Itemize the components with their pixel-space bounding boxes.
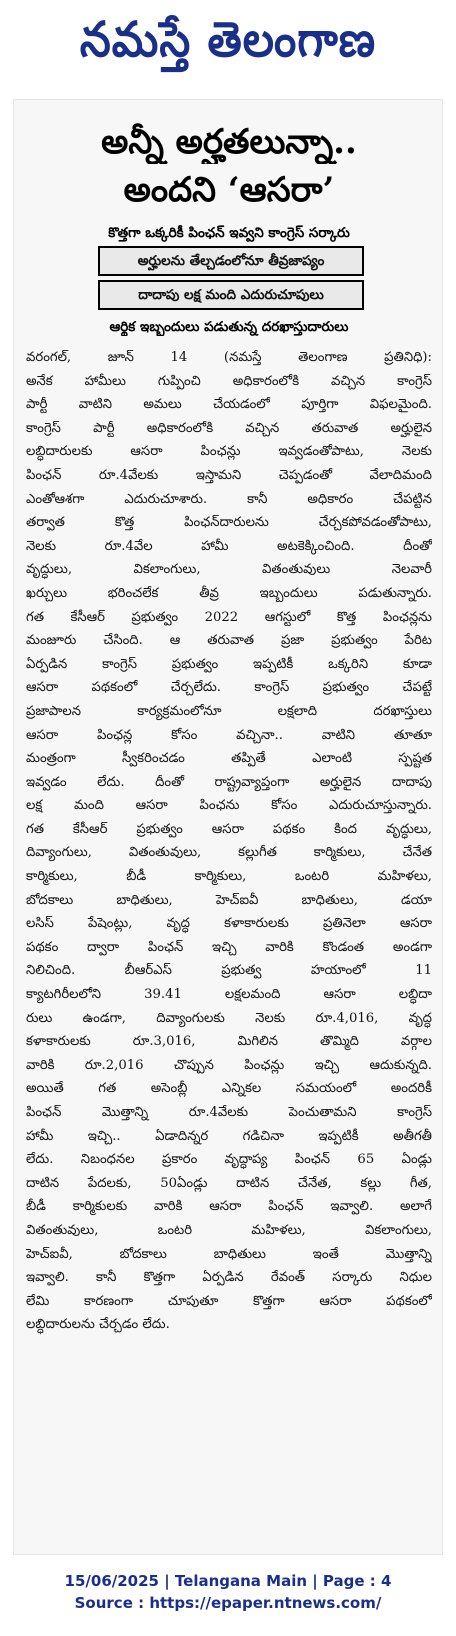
article-body-line: దాటిన పేదలకు, 50ఏండ్లు దాటిన చేనేత, కల్లు గీత,: [26, 1175, 432, 1191]
article-body-line: కార్మికులు, బీడీ కార్మికులు, ఒంటరి మహిళలు,: [26, 869, 432, 885]
article-body-line: క్యాటగిరీలలోని 39.41 లక్షలమంది ఆసరా లబ్ధిదా: [26, 987, 432, 1003]
news-article: [13, 99, 443, 1555]
article-body-line: లక్ష మంది ఆసరా పింఛను కోసం ఎదురుచూస్తున్నారు.: [26, 798, 432, 814]
article-body: [26, 346, 432, 1337]
article-body-line: కాంగ్రెస్ పార్టీ అధికారంలోకి వచ్చిన తరువాత అర్హులైన: [26, 420, 432, 436]
footer-date-line: 15/06/2025 | Telangana Main | Page : 4: [64, 1572, 392, 1590]
highlight-box-1: అర్హులను తేల్చడంలోనూ తీవ్రజాప్యం: [98, 246, 364, 276]
article-body-line: దివ్యాంగులు, వితంతువులు, కల్లుగీత కార్మికులు, చేనేత: [26, 845, 432, 861]
article-body-line: పింఛన్ మొత్తాన్ని రూ.4వేలకు పెంచుతామని కాంగ్రెస్: [26, 1105, 432, 1120]
article-body-line: రులు ఉండగా, దివ్యాంగులకు నెలకు రూ.4,016, వృద్ధ: [26, 1010, 432, 1026]
article-body-line: తర్వాత కొత్త పింఛన్‌దారులను చేర్చకపోవడంతోపాటు,: [26, 515, 432, 531]
article-body-line: వారికి రూ.2,016 చొప్పున పింఛన్లు ఇచ్చి ఆదుకున్నది.: [26, 1057, 432, 1073]
article-body-line: లేదు. నిబంధనల ప్రకారం వృద్ధాప్య పింఛన్ 65 ఏండ్లు: [26, 1152, 432, 1168]
newspaper-logo: నమస్తే తెలంగాణ: [79, 11, 377, 68]
article-body-line: పార్టీ వాటిని అమలు చేయడంలో పూర్తిగా విఫలమైంది.: [26, 397, 432, 413]
article-body-line: బీడీ కార్మికులకు వారికి ఆసరా పింఛన్ ఇవ్వాలి. అలాగే: [26, 1199, 432, 1215]
article-body-line: ఇవ్వాలి. కానీ కొత్తగా ఏర్పడిన రేవంత్ సర్కారు నిధుల: [26, 1270, 432, 1286]
article-body-line: ఖర్చులు భరించలేక తీవ్ర ఇబ్బందులు పడుతున్నారు.: [26, 585, 432, 601]
masthead: [0, 0, 456, 92]
article-body-line: ఆసరా పథకంలో చేర్చలేదు. కాంగ్రెస్ ప్రభుత్వం చేపట్టే: [26, 680, 432, 696]
article-body-line: బోదకాలు బాధితులు, హెచ్ఐవీ బాధితులు, డయా: [26, 892, 432, 908]
article-body-line: ఏర్పడిన కాంగ్రెస్ ప్రభుత్వం ఇప్పటికీ ఒక్కరిని కూడా: [26, 656, 432, 672]
article-body-line: లబ్ధిదారులకు ఆసరా పింఛన్లు ఇవ్వడంతోపాటు, నెలకు: [26, 444, 432, 460]
article-body-line: లసిస్ పేషెంట్లు, వృద్ధ కళాకారులకు ప్రతినెలా ఆసరా: [26, 916, 432, 932]
article-body-line: ఎంతోఆశగా ఎదురుచూశారు. కానీ అధికారం చేపట్టిన: [26, 491, 432, 507]
article-body-line: వితంతువులు, ఒంటరి మహిళలు, వికలాంగులు,: [26, 1222, 432, 1238]
headline-line-1: అన్నీ అర్హతలున్నా..: [101, 122, 357, 162]
article-body-line: కళాకారులకు రూ.3,016, మిగిలిన తొమ్మిది వర్గాల: [26, 1034, 432, 1050]
footer-source-line: Source : https://epaper.ntnews.com/: [74, 1594, 382, 1612]
article-body-line: లబ్ధిదారులను చేర్చడం లేదు.: [26, 1317, 170, 1333]
article-body-line: మంజూరు చేసింది. ఆ తరువాత ప్రజా ప్రభుత్వం పేరిట: [26, 633, 432, 649]
article-body-line: ప్రజాపాలన కార్యక్రమంలోనూ లక్షలాది దరఖాస్తులు: [26, 703, 432, 719]
article-body-line: హామీ ఇచ్చి.. ఏడాదిన్నర గడిచినా ఇప్పటికీ అతీగతీ: [26, 1128, 432, 1144]
article-body-line: వృద్ధులు, వికలాంగులు, వితంతువులు నెలవారీ: [26, 562, 432, 578]
article-body-line: వరంగల్, జూన్ 14 (నమస్తే తెలంగాణ ప్రతినిధి):: [26, 350, 432, 365]
article-body-line: ఆసరా పింఛన్ల కోసం వచ్చినా.. వాటిని తూతూ: [26, 727, 432, 743]
subheadline: కొత్తగా ఒక్కరికీ పింఛన్ ఇవ్వని కాంగ్రెస్ సర్కారు: [108, 225, 350, 241]
article-body-line: లేమి కారణంగా చూపుతూ కొత్తగా ఆసరా పథకంలో: [26, 1293, 432, 1309]
article-body-line: గత కేసీఆర్ ప్రభుత్వం ఆసరా పథకం కింద వృద్ధులు,: [26, 821, 432, 837]
article-body-line: పథకం ద్వారా పింఛన్ ఇచ్చి వారికి కొండంత అండగా: [26, 939, 432, 955]
highlight-box-2: దాదాపు లక్ష మంది ఎదురుచూపులు: [98, 280, 364, 310]
article-body-line: హెచ్ఐవీ, బోదకాలు బాధితులు ఇంతే మొత్తాన్ని: [26, 1246, 432, 1262]
article-body-line: పింఛన్ రూ.4వేలకు ఇస్తామని చెప్పడంతో వేలాదిమంది: [26, 467, 432, 483]
article-body-line: అనేక హామీలు గుప్పించి అధికారంలోకి వచ్చిన కాంగ్రెస్: [26, 373, 432, 389]
article-body-line: నిలిచింది. బీఆర్ఎస్ ప్రభుత్వ హయాంలో 11: [26, 963, 432, 979]
article-body-line: గత కేసీఆర్ ప్రభుత్వం 2022 ఆగస్టులో కొత్త పింఛన్లను: [26, 609, 432, 625]
section-subheadline: ఆర్థిక ఇబ్బందులు పడుతున్న దరఖాస్తుదారులు: [109, 319, 349, 335]
article-body-line: అయితే గత అసెంబ్లీ ఎన్నికల సమయంలో అందరికీ: [26, 1081, 432, 1097]
article-body-line: నెలకు రూ.4వేల హామీ అటకెక్కించింది. దీంతో: [26, 538, 432, 554]
headline-line-2: అందని ‘ఆసరా’: [123, 170, 335, 210]
article-body-line: ఇవ్వడం లేదు. దీంతో రాష్ట్రవ్యాప్తంగా అర్హులైన దాదాపు: [26, 774, 432, 790]
article-body-line: మంత్రంగా స్వీకరించడం తప్పితే ఎలాంటి స్పష్టత: [26, 751, 432, 767]
